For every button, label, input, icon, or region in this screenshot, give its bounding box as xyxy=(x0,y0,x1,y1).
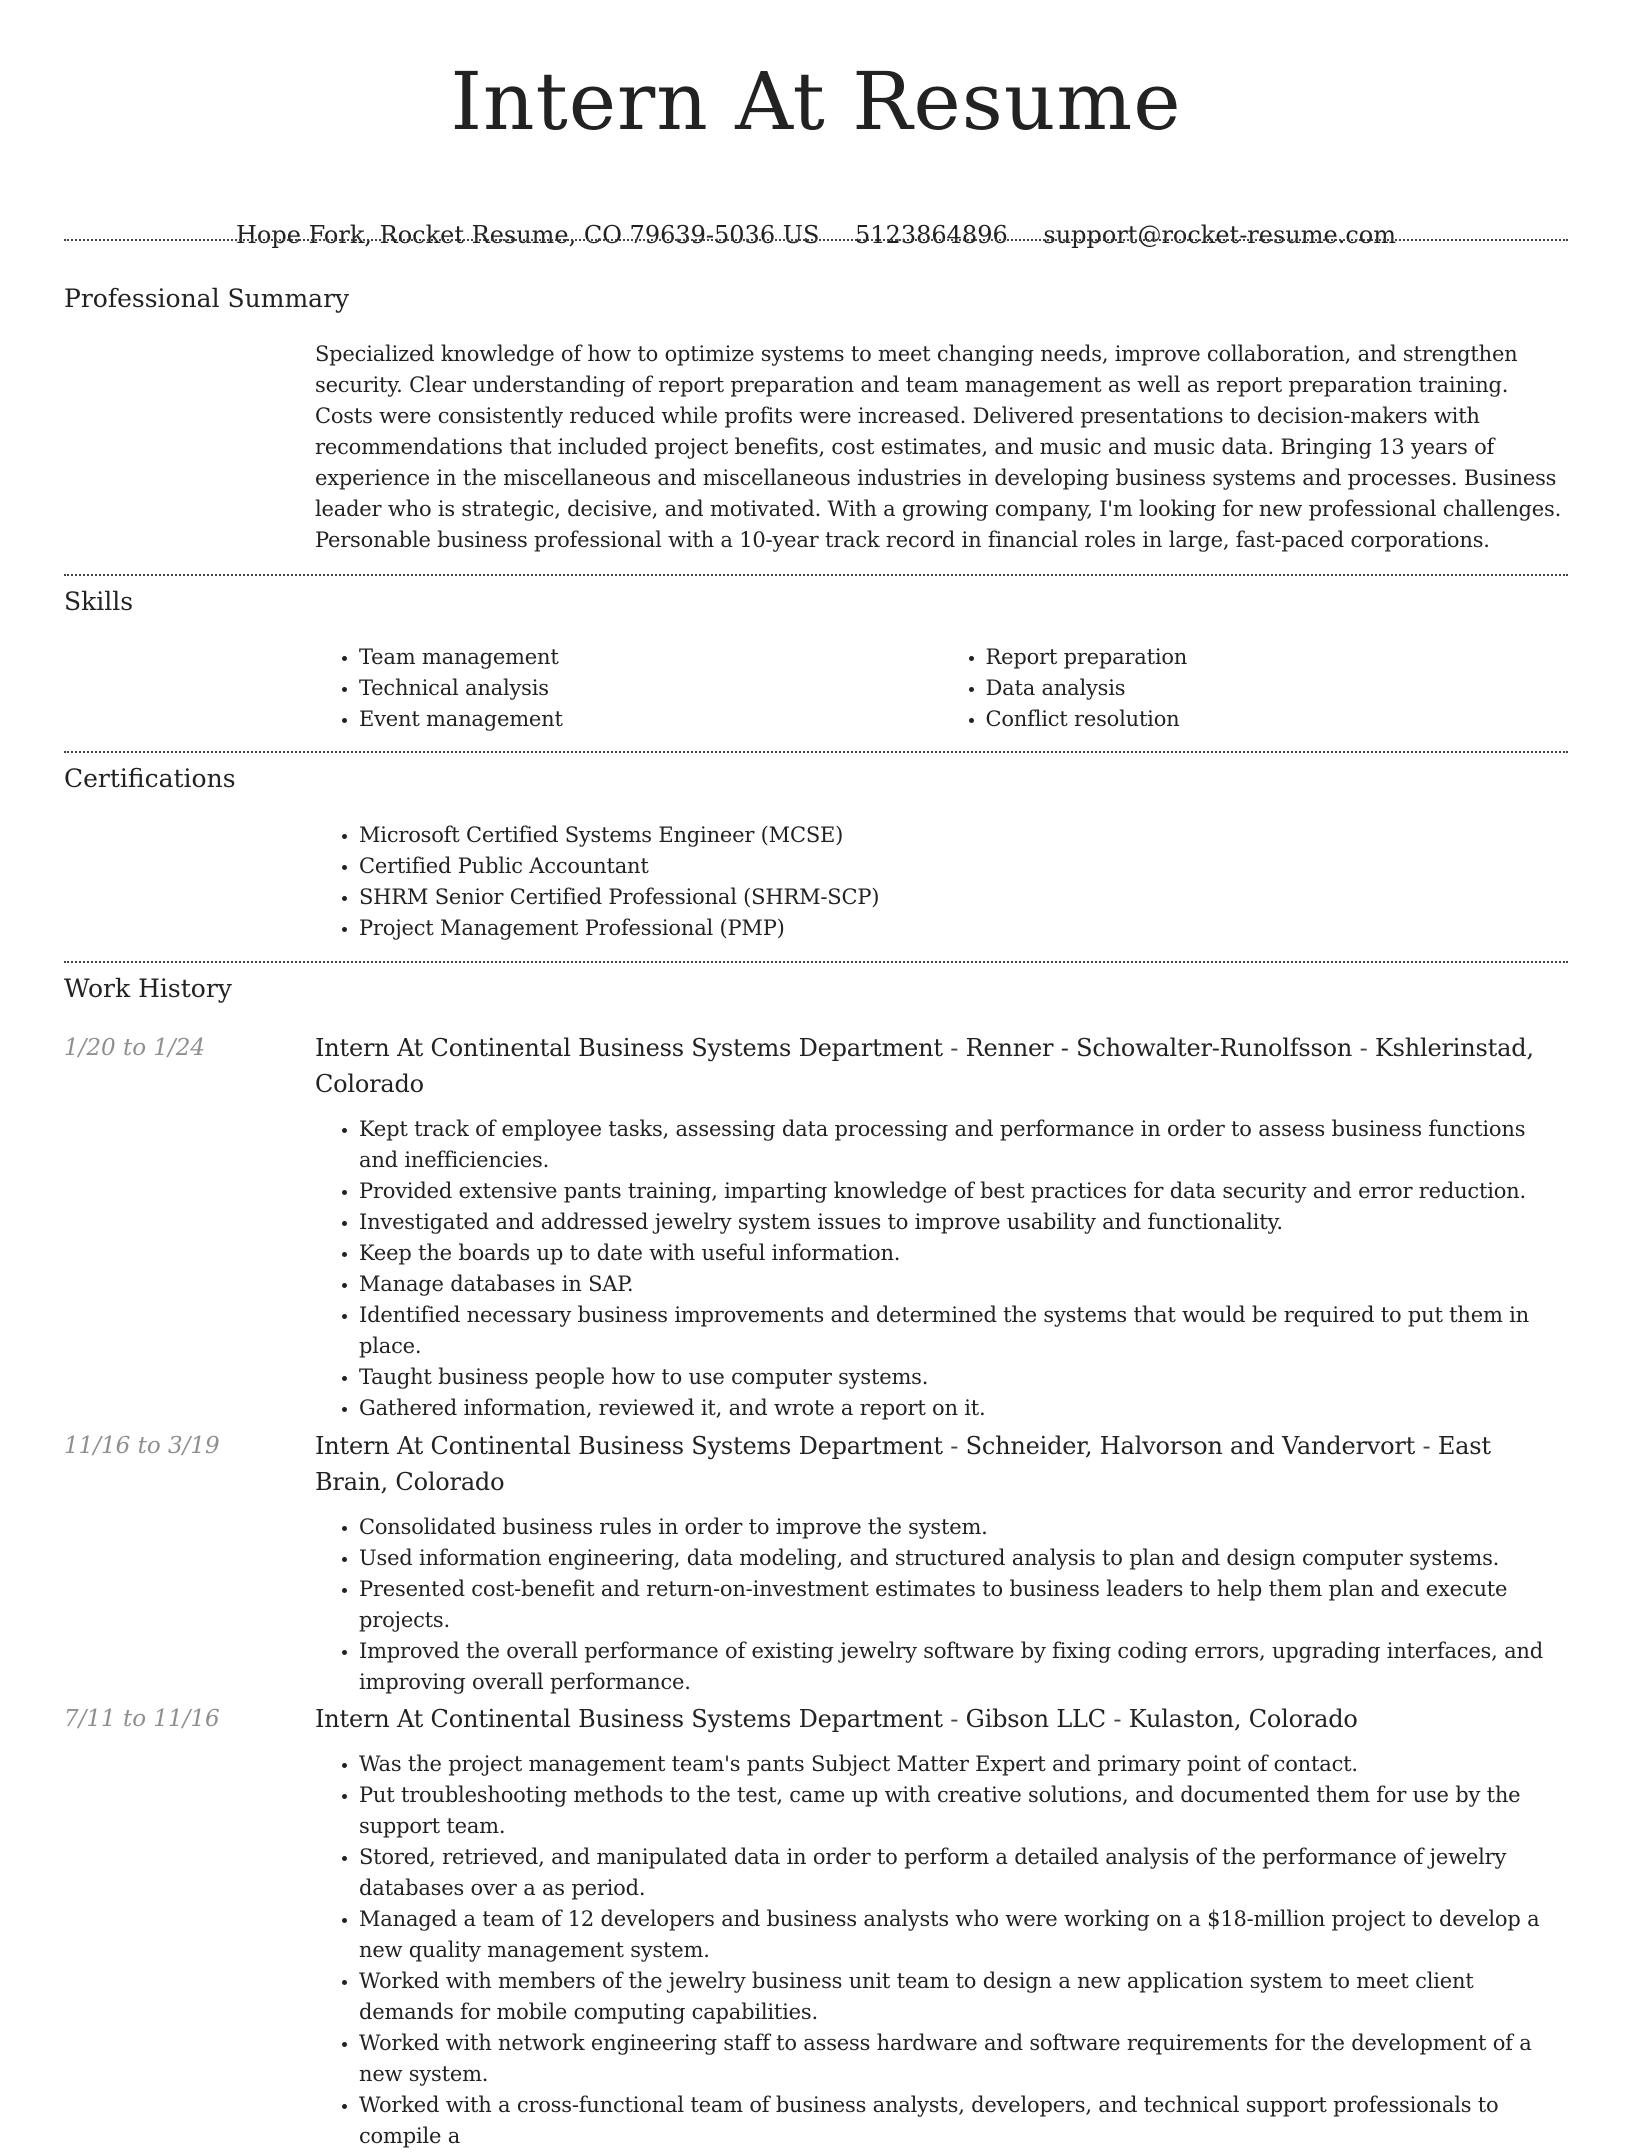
summary-text: Specialized knowledge of how to optimize systems to meet changing needs, improve collaboration, and strengthen security. Clear understanding of report preparation and team management as well as report preparation training. Costs were consistently reduced while profits were increased. Delivered presentations to decision-makers with recommendations that included project benefits, cost estimates, and music and music data. Bringing 13 years of experience in the miscellaneous and miscellaneous industries in developing business systems and processes. Business leader who is strategic, decisive, and motivated. With a growing company, I'm looking for new professional challenges. Personable business professional with a 10-year track record in financial roles in large, fast-paced corporations. xyxy=(315,342,1562,552)
job-role: Intern At Continental Business Systems Department xyxy=(315,1432,943,1460)
header-divider xyxy=(64,239,1568,241)
resume-page xyxy=(64,0,1568,2148)
skill-item: • Team management xyxy=(359,642,942,673)
skills-heading: Skills xyxy=(64,587,134,616)
job-company: Gibson LLC xyxy=(965,1705,1106,1733)
job-location: Kulaston, Colorado xyxy=(1128,1705,1358,1733)
job-location: Kshlerinstad, Colorado xyxy=(315,1034,1534,1098)
contact-phone: 5123864896 xyxy=(855,221,1008,249)
certification-item: • Microsoft Certified Systems Engineer (MCSE) xyxy=(359,820,1568,851)
job-bullet: • Manage databases in SAP. xyxy=(359,1269,1568,1300)
job-bullet: • Presented cost-benefit and return-on-investment estimates to business leaders to help them plan and execute projects. xyxy=(359,1574,1568,1636)
job-bullet: • Improved the overall performance of existing jewelry software by fixing coding errors, upgrading interfaces, and improving overall performance. xyxy=(359,1636,1568,1698)
skill-item: • Conflict resolution xyxy=(986,704,1569,735)
certifications-list xyxy=(315,820,1568,944)
job-title xyxy=(315,1030,1568,1102)
job-dates: 11/16 to 3/19 xyxy=(64,1433,220,1459)
job-bullet: • Taught business people how to use computer systems. xyxy=(359,1362,1568,1393)
skills-grid xyxy=(315,642,1568,735)
job-bullet: • Stored, retrieved, and manipulated data in order to perform a detailed analysis of the performance of jewelry databases over a as period. xyxy=(359,1842,1568,1904)
skill-item: • Report preparation xyxy=(986,642,1569,673)
candidate-name: Intern At Resume xyxy=(450,55,1182,148)
title-separator: - xyxy=(942,1705,966,1733)
work-history-heading: Work History xyxy=(64,974,232,1003)
job-dates: 1/20 to 1/24 xyxy=(64,1035,206,1061)
contact-address: Hope Fork, Rocket Resume, CO 79639-5036 US xyxy=(236,221,820,249)
title-separator: - xyxy=(942,1432,966,1460)
job-location: East Brain, Colorado xyxy=(315,1432,1491,1496)
summary-heading: Professional Summary xyxy=(64,284,350,313)
skill-item: • Event management xyxy=(359,704,942,735)
job-bullet: • Worked with members of the jewelry business unit team to design a new application system to meet client demands for mobile computing capabilities. xyxy=(359,1966,1568,2028)
job-bullets xyxy=(315,1512,1568,1698)
job-title xyxy=(315,1701,1568,1737)
job-bullet: • Put troubleshooting methods to the test, came up with creative solutions, and documented them for use by the support team. xyxy=(359,1780,1568,1842)
job-bullet: • Identified necessary business improvements and determined the systems that would be required to put them in place. xyxy=(359,1300,1568,1362)
section-divider xyxy=(64,574,1568,576)
job-company: Renner - Schowalter-Runolfsson xyxy=(965,1034,1353,1062)
certification-item: • SHRM Senior Certified Professional (SHRM-SCP) xyxy=(359,882,1568,913)
job-bullet: • Used information engineering, data modeling, and structured analysis to plan and design computer systems. xyxy=(359,1543,1568,1574)
job-bullet: • Worked with network engineering staff to assess hardware and software requirements for the development of a new system. xyxy=(359,2028,1568,2090)
job-bullet: • Provided extensive pants training, imparting knowledge of best practices for data security and error reduction. xyxy=(359,1176,1568,1207)
job-role: Intern At Continental Business Systems Department xyxy=(315,1034,943,1062)
job-bullet: • Keep the boards up to date with useful information. xyxy=(359,1238,1568,1269)
skills-list-left xyxy=(315,642,942,735)
skills-list-right xyxy=(942,642,1569,735)
certifications-heading: Certifications xyxy=(64,764,236,793)
job-bullet: • Worked with a cross-functional team of business analysts, developers, and technical support professionals to compile a xyxy=(359,2090,1568,2152)
certification-item: • Project Management Professional (PMP) xyxy=(359,913,1568,944)
job-bullet: • Managed a team of 12 developers and business analysts who were working on a $18-million project to develop a new quality management system. xyxy=(359,1904,1568,1966)
title-separator: - xyxy=(1105,1705,1129,1733)
contact-email: support@rocket-resume.com xyxy=(1043,221,1396,249)
section-divider xyxy=(64,751,1568,753)
skill-item: • Technical analysis xyxy=(359,673,942,704)
job-bullets xyxy=(315,1114,1568,1424)
job-dates: 7/11 to 11/16 xyxy=(64,1706,220,1732)
title-separator: - xyxy=(942,1034,966,1062)
certification-item: • Certified Public Accountant xyxy=(359,851,1568,882)
job-bullet: • Was the project management team's pants Subject Matter Expert and primary point of contact. xyxy=(359,1749,1568,1780)
job-bullet: • Gathered information, reviewed it, and wrote a report on it. xyxy=(359,1393,1568,1424)
job-bullet: • Kept track of employee tasks, assessing data processing and performance in order to assess business functions and inefficiencies. xyxy=(359,1114,1568,1176)
contact-line xyxy=(64,220,1568,250)
job-company: Schneider, Halvorson and Vandervort xyxy=(965,1432,1416,1460)
job-bullet: • Investigated and addressed jewelry system issues to improve usability and functionality. xyxy=(359,1207,1568,1238)
title-separator: - xyxy=(1415,1432,1438,1460)
job-role: Intern At Continental Business Systems Department xyxy=(315,1705,943,1733)
skill-item: • Data analysis xyxy=(986,673,1569,704)
job-bullet: • Consolidated business rules in order to improve the system. xyxy=(359,1512,1568,1543)
job-bullets xyxy=(315,1749,1568,2152)
title-separator: - xyxy=(1352,1034,1375,1062)
job-title xyxy=(315,1428,1568,1500)
section-divider xyxy=(64,961,1568,963)
